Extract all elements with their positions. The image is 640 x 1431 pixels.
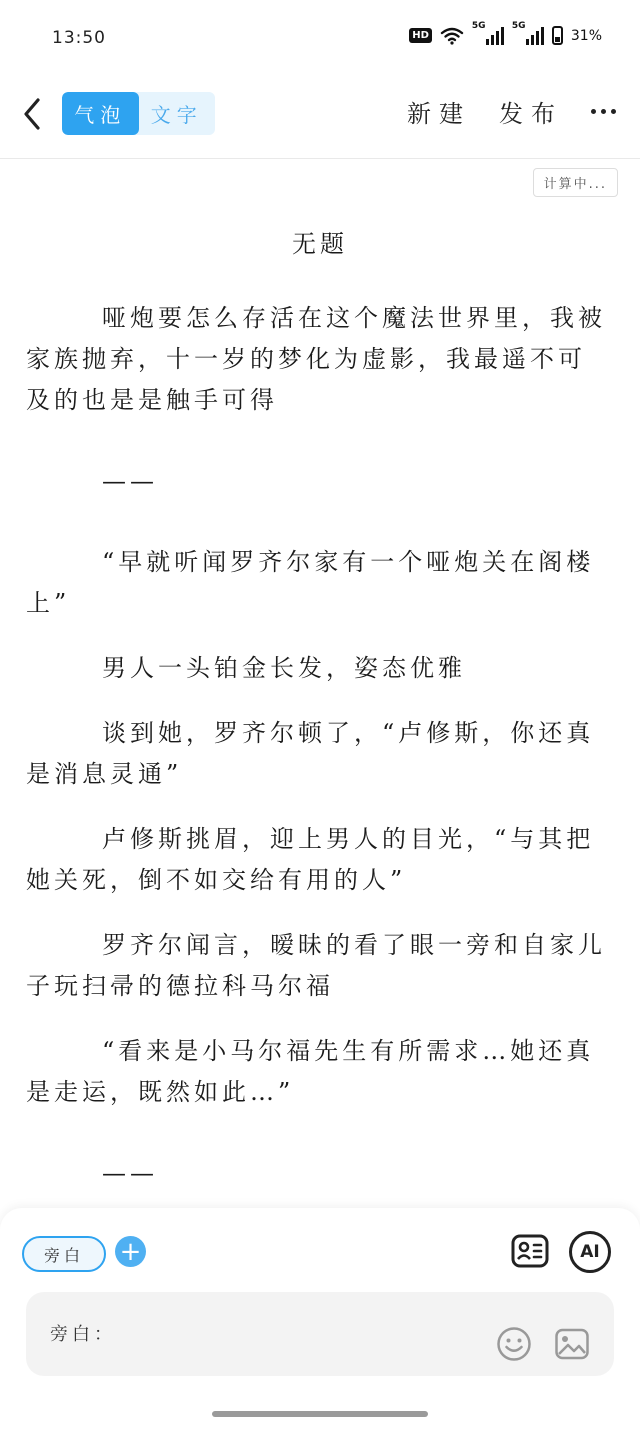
word-count-badge: 计算中... <box>533 168 618 197</box>
signal-icon-1 <box>471 20 504 45</box>
document-title[interactable]: 无题 <box>292 230 348 258</box>
signal-icon-2 <box>511 20 544 45</box>
hd-icon: HD <box>409 28 432 43</box>
back-arrow-icon[interactable] <box>18 94 48 134</box>
mode-switch <box>62 92 215 135</box>
editor-toolbar <box>0 80 640 159</box>
status-bar <box>0 0 640 80</box>
message-input[interactable] <box>26 1292 614 1376</box>
document-body[interactable] <box>26 298 612 1204</box>
paragraph: “早就听闻罗齐尔家有一个哑炮关在阁楼上” <box>26 548 595 617</box>
battery-icon <box>552 26 563 45</box>
paragraph: 谈到她，罗齐尔顿了，“卢修斯，你还真是消息灵通” <box>26 719 595 788</box>
network-label-1: 5G <box>471 20 486 31</box>
add-role-button[interactable]: + <box>115 1236 146 1267</box>
more-icon[interactable] <box>591 109 616 114</box>
paragraph: —— <box>102 1159 158 1187</box>
paragraph: 哑炮要怎么存活在这个魔法世界里，我被家族抛弃，十一岁的梦化为虚影，我最遥不可及的也是是触手可得 <box>26 304 606 414</box>
home-indicator[interactable] <box>212 1411 428 1417</box>
emoji-icon[interactable] <box>496 1326 532 1362</box>
paragraph: 男人一头铂金长发，姿态优雅 <box>102 654 466 682</box>
input-role-label: 旁白： <box>50 1324 116 1345</box>
paragraph: 卢修斯挑眉，迎上男人的目光，“与其把她关死，倒不如交给有用的人” <box>26 825 595 894</box>
status-time: 13:50 <box>52 28 106 48</box>
paragraph: “看来是小马尔福先生有所需求…她还真是走运，既然如此…” <box>26 1037 595 1106</box>
battery-text: 31% <box>570 27 602 44</box>
role-chip-narrator[interactable]: 旁白 <box>22 1236 106 1272</box>
tab-text[interactable]: 文字 <box>150 103 203 127</box>
image-icon[interactable] <box>554 1326 590 1362</box>
paragraph: 罗齐尔闻言，暧昧的看了眼一旁和自家儿子玩扫帚的德拉科马尔福 <box>26 931 606 1000</box>
network-label-2: 5G <box>511 20 526 31</box>
paragraph: —— <box>102 467 158 495</box>
wifi-icon <box>440 27 464 45</box>
status-icons <box>409 20 602 45</box>
publish-button[interactable]: 发布 <box>499 100 563 128</box>
role-card-icon[interactable] <box>510 1231 550 1271</box>
toolbar-actions <box>407 94 616 129</box>
input-panel <box>0 1208 640 1431</box>
new-button[interactable]: 新建 <box>407 100 471 128</box>
tab-bubble[interactable]: 气泡 <box>62 92 139 135</box>
ai-button[interactable]: AI <box>569 1231 611 1273</box>
